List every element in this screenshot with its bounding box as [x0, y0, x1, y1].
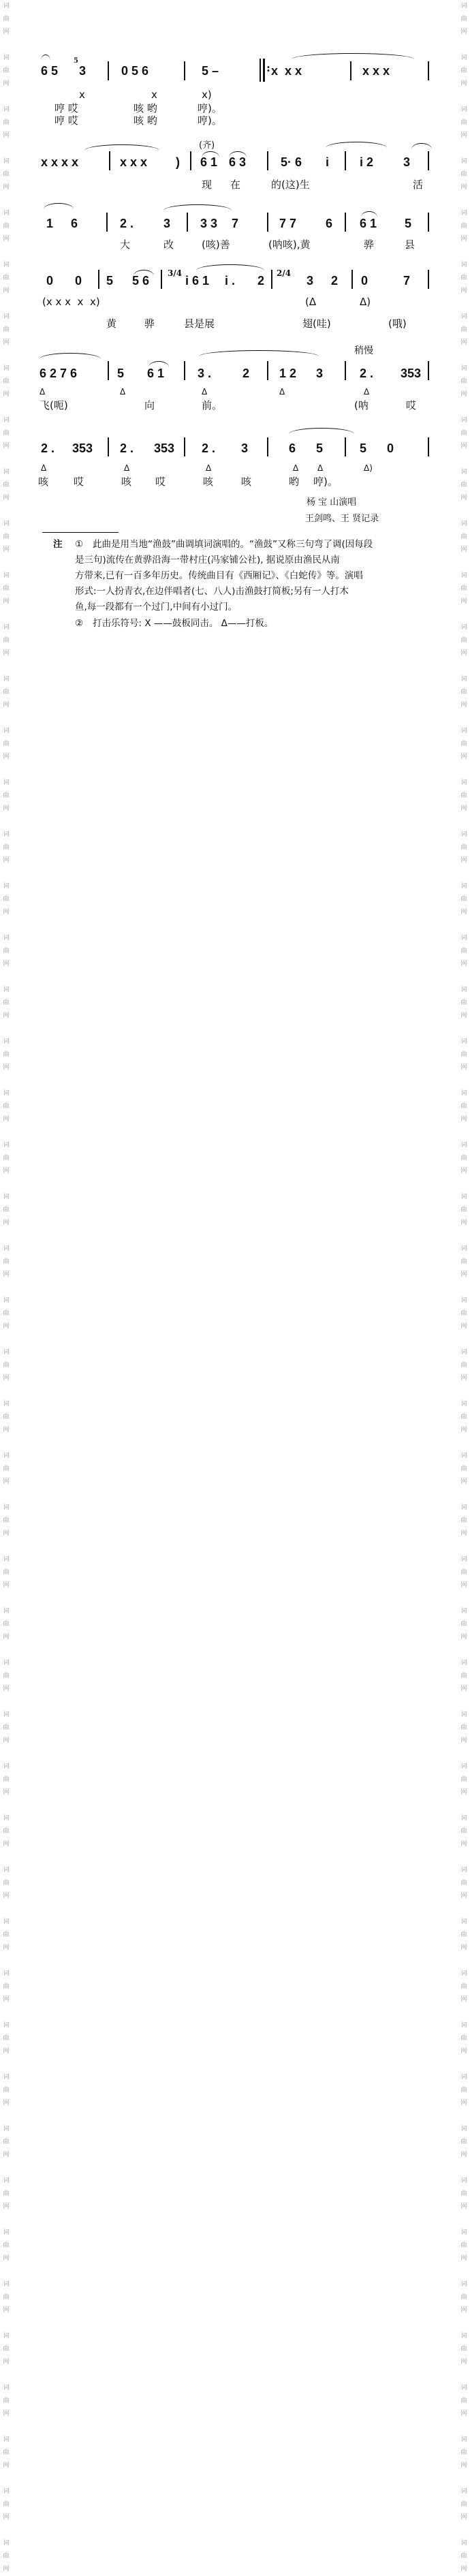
barline: [190, 151, 191, 170]
note: 3 3: [200, 217, 218, 230]
barline: [345, 151, 346, 170]
percussion-mark: (Δ: [305, 296, 317, 308]
lyric: 咳: [121, 476, 132, 488]
note: 5: [360, 441, 367, 455]
notes-label: 注: [53, 539, 63, 550]
barline: [267, 437, 268, 456]
lyric: 的(这)生: [271, 179, 310, 191]
note: 7: [232, 217, 239, 230]
lyric: 咳: [38, 476, 49, 488]
barline: [428, 270, 429, 289]
note: 3 .: [198, 367, 212, 380]
lyric: (咳)善: [202, 238, 230, 251]
lyric: 哎: [406, 399, 417, 412]
barline: [350, 61, 351, 80]
note: 7: [403, 274, 411, 288]
note: 0: [361, 274, 369, 288]
slur: [289, 428, 354, 434]
percussion-mark: (x x x x x): [42, 296, 100, 308]
note: 2 .: [120, 441, 134, 455]
recorder-credit: 王剑鸣、王 贤记录: [305, 514, 379, 524]
note: 353: [401, 367, 422, 380]
lyric: 哼 哎: [54, 102, 78, 114]
score-row-3: [0, 199, 470, 253]
barline: [345, 361, 346, 380]
percussion-mark: x): [202, 89, 212, 101]
note: 5: [106, 274, 114, 288]
barline: [267, 151, 268, 170]
slur: [292, 53, 414, 59]
score-row-2: [0, 136, 470, 191]
slur: [199, 350, 319, 356]
lyric: 现: [202, 179, 213, 191]
slur: [44, 203, 74, 209]
repeat-barline: [263, 59, 265, 82]
lyric: 咳 哟: [134, 102, 157, 114]
note: 2 .: [360, 367, 374, 380]
note: 2 .: [202, 441, 216, 455]
repeat-dot: :: [266, 61, 270, 74]
note-1-line: 是三句)流传在黄骅沿海一带村庄(冯家铺公社), 据说原由渔民从南: [75, 555, 340, 565]
percussion-mark: x: [151, 89, 157, 101]
barline: [109, 151, 110, 170]
barline: [184, 437, 185, 456]
slur: [40, 353, 101, 359]
note: 3: [79, 64, 87, 78]
lyric: 改: [163, 238, 174, 251]
note: 5: [316, 441, 324, 455]
note: 2: [331, 274, 339, 288]
slur: [411, 143, 432, 149]
note-1-line: 方带来,已有一百多年历史。传统曲目有《西厢记》、《白蛇传》等。演唱: [75, 570, 363, 581]
lyric: 咳 哟: [134, 114, 157, 127]
note: 2 .: [120, 217, 134, 230]
lyric: 活: [413, 179, 424, 191]
slur: [163, 204, 232, 211]
note: 6 3: [229, 155, 247, 169]
note: 5: [405, 217, 412, 230]
note: 3: [403, 155, 411, 169]
note-2-text: 打击乐符号: X ——鼓板同击。 Δ——打板。: [93, 618, 274, 629]
barline: [345, 437, 346, 456]
clap-mark: Δ: [202, 387, 208, 397]
lyric: 在: [230, 179, 241, 191]
barline: [187, 213, 188, 232]
clap-mark: Δ: [293, 463, 299, 473]
note: x x x: [362, 64, 390, 78]
meter: 2/4: [277, 268, 292, 278]
note: 6 5: [41, 64, 59, 78]
note: 6 1: [200, 155, 218, 169]
score-row-6: [0, 422, 470, 488]
barline: [108, 61, 109, 80]
meter: 3/4: [168, 268, 183, 278]
note: 3: [163, 217, 171, 230]
note: 5 6: [132, 274, 150, 288]
barline: [428, 151, 429, 170]
lyric: 大: [120, 238, 131, 251]
side-watermark-left: 词 曲 网 词 曲 网 词 曲 网 词 曲 网 词 曲 网 词 曲 网 词 曲 网 词 曲 网 词 曲 网 词 曲 网 词 曲 网 词 曲 网 词 曲 网 词 曲 网 词 曲 网 词 曲 网 词 曲 网 词 曲 网 词 曲 网 词 曲 网 词 曲 网 词 曲 网 词 曲 网 词 曲 网 词 曲 网 词 曲 网 词 曲 网 词 曲 网 词 曲 网 词 曲 网 词 曲 网 词 曲 网 词 曲 网 词 曲 网 词 曲 网 词 曲 网 词 曲 网 词 曲 网 词 曲 网 词 曲 网 词 曲 网 词 曲 网 词 曲 网 词 曲 网 词 曲 网 词 曲 网 词 曲 网 词 曲 网 词 曲 网 词 曲 网: [3, 3, 10, 2573]
note: x x x: [271, 64, 302, 78]
score-row-1: [0, 53, 470, 128]
note: 0: [75, 274, 82, 288]
note: 353: [154, 441, 175, 455]
lyric: 县: [405, 238, 416, 251]
clap-mark: Δ): [364, 463, 373, 473]
note: i: [326, 155, 330, 169]
footnote-divider: [42, 532, 119, 533]
clap-mark: Δ: [41, 463, 47, 473]
lyric: 哼)。: [313, 476, 338, 488]
lyric: 哎: [155, 476, 166, 488]
note-1-line: 形式:一人扮青衣,在边伴唱者(七、八人)击渔鼓打简板;另有一人打木: [75, 586, 349, 597]
note: 0: [46, 274, 54, 288]
note: 1 2: [279, 367, 297, 380]
slur: [196, 264, 264, 270]
note: i .: [225, 274, 236, 288]
note: 6: [289, 441, 296, 455]
note-1-line: 此曲是用当地“渔鼓”曲调填词演唱的。“渔鼓”又称三句弯了调(因每段: [93, 539, 373, 550]
grace-note: 5: [74, 57, 78, 65]
barline: [267, 213, 268, 232]
lyric: 哟: [289, 476, 300, 488]
lyric: (呐: [354, 399, 369, 412]
note: i 2: [360, 155, 374, 169]
barline: [428, 437, 429, 456]
note: 353: [72, 441, 93, 455]
slur: [41, 55, 50, 61]
percussion-mark: Δ): [360, 296, 371, 308]
barline: [428, 61, 429, 80]
note: 0 5 6: [121, 64, 149, 78]
lyric: 哼 哎: [54, 114, 78, 127]
note: 3: [316, 367, 324, 380]
barline: [161, 270, 162, 289]
side-watermark-right: 词 曲 网 词 曲 网 词 曲 网 词 曲 网 词 曲 网 词 曲 网 词 曲 网 词 曲 网 词 曲 网 词 曲 网 词 曲 网 词 曲 网 词 曲 网 词 曲 网 词 曲 网 词 曲 网 词 曲 网 词 曲 网 词 曲 网 词 曲 网 词 曲 网 词 曲 网 词 曲 网 词 曲 网 词 曲 网 词 曲 网 词 曲 网 词 曲 网 词 曲 网 词 曲 网 词 曲 网 词 曲 网 词 曲 网 词 曲 网 词 曲 网 词 曲 网 词 曲 网 词 曲 网 词 曲 网 词 曲 网 词 曲 网 词 曲 网 词 曲 网 词 曲 网 词 曲 网 词 曲 网 词 曲 网 词 曲 网 词 曲 网 词 曲 网: [460, 3, 467, 2573]
lyric: 前。: [202, 399, 223, 412]
note: 0: [387, 441, 394, 455]
note: 2: [257, 274, 265, 288]
barline: [106, 213, 108, 232]
clap-mark: Δ: [317, 463, 324, 473]
barline: [267, 361, 268, 380]
lyric: 向: [144, 399, 155, 412]
barline: [351, 270, 353, 289]
note: 7 7: [279, 217, 297, 230]
note: 6: [71, 217, 78, 230]
note: 3: [241, 441, 249, 455]
note: 3: [307, 274, 314, 288]
clap-mark: Δ: [364, 387, 370, 397]
note: 6 1: [147, 367, 165, 380]
note: x x x: [120, 155, 148, 169]
score-row-4: [0, 263, 470, 331]
lyric: 咳: [241, 476, 252, 488]
lyric: 县是展: [184, 317, 215, 330]
note: 6: [326, 217, 333, 230]
note: 2: [242, 367, 250, 380]
singer-credit: 杨 宝 山演唱: [307, 497, 357, 508]
barline: [184, 61, 185, 80]
clap-mark: Δ: [40, 387, 46, 397]
lyric: 翅(哇): [302, 317, 331, 330]
barline: [428, 213, 429, 232]
percussion-mark: x: [79, 89, 85, 101]
barline: [184, 361, 185, 380]
note: 6 2 7 6: [40, 367, 78, 380]
lyric: 骅: [144, 317, 155, 330]
note: 5: [117, 367, 125, 380]
slur: [84, 144, 159, 151]
barline: [345, 213, 346, 232]
chorus-mark: (齐): [199, 140, 215, 151]
barline: [108, 361, 109, 380]
note: i 6 1: [185, 274, 210, 288]
lyric: 哼)。: [198, 102, 222, 114]
lyric: 黄: [106, 317, 117, 330]
barline: [271, 270, 272, 289]
clap-mark: Δ: [120, 387, 126, 397]
tempo-mark: 稍慢: [354, 345, 373, 356]
note: 5 –: [202, 64, 219, 78]
lyric: 哎: [74, 476, 84, 488]
note-1-text: [75, 537, 441, 615]
slur: [326, 142, 387, 148]
lyric: (呐咳),黄: [268, 238, 311, 251]
note-1-line: 鱼,每一段都有一个过门,中间有小过门。: [75, 602, 238, 612]
score-row-5: [0, 343, 470, 412]
clap-mark: Δ: [279, 387, 285, 397]
lyric: 骅: [364, 238, 375, 251]
note-2-mark: ②: [75, 618, 84, 629]
barline: [428, 361, 429, 380]
repeat-barline: [260, 59, 261, 82]
clap-mark: Δ: [124, 463, 130, 473]
note: ): [176, 155, 180, 169]
note: 1: [46, 217, 54, 230]
lyric: 咳: [203, 476, 214, 488]
note: x x x x: [41, 155, 79, 169]
note: 6 1: [360, 217, 377, 230]
note-1-mark: ①: [75, 539, 84, 550]
barline: [98, 270, 99, 289]
lyric: (哦): [388, 317, 407, 330]
lyric: 哼)。: [198, 114, 222, 127]
lyric: 飞(呃): [40, 399, 68, 412]
clap-mark: Δ: [206, 463, 212, 473]
barline: [108, 437, 109, 456]
note: 5· 6: [281, 155, 302, 169]
note: 2 .: [41, 441, 55, 455]
